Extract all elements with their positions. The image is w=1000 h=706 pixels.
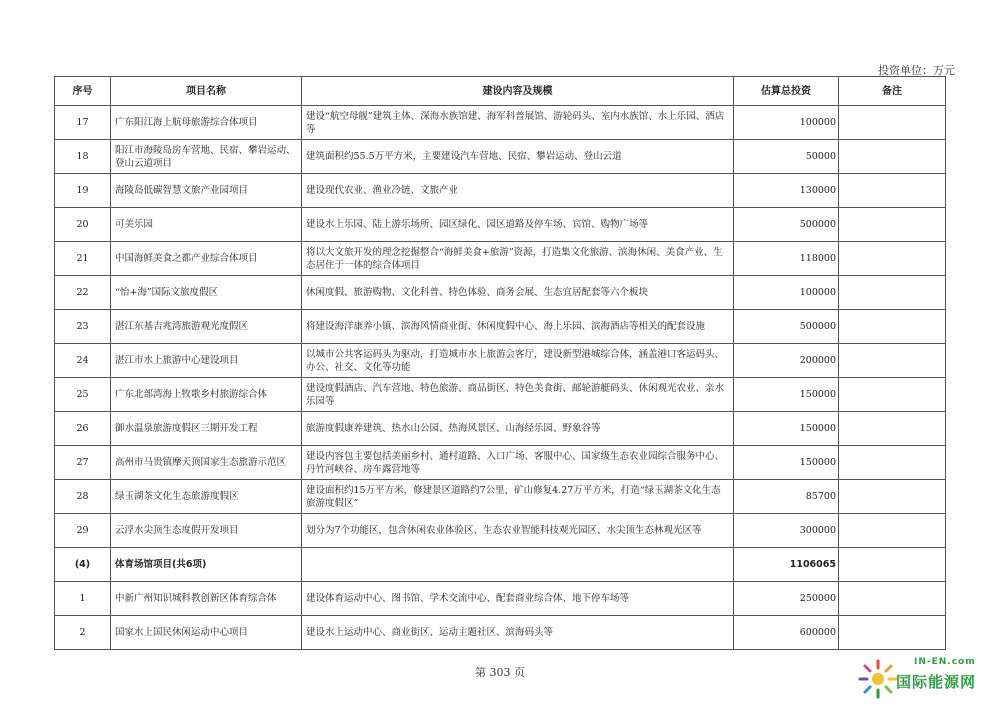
cell-remark — [839, 446, 946, 480]
cell-remark — [839, 378, 946, 412]
project-table — [54, 76, 946, 650]
cell-no: 24 — [55, 344, 111, 378]
cell-investment: 50000 — [734, 140, 839, 174]
table-row — [55, 616, 946, 650]
table-row — [55, 514, 946, 548]
cell-no: 28 — [55, 480, 111, 514]
cell-name: 广东阳江海上航母旅游综合体项目 — [111, 106, 302, 140]
cell-investment: 300000 — [734, 514, 839, 548]
table-row — [55, 106, 946, 140]
cell-content: 建设度假酒店、汽车营地、特色旅游、商品街区、特色美食街、邮轮游艇码头、休闲观光农业、亲水乐园等 — [302, 378, 734, 412]
page-number: 第 303 页 — [475, 666, 525, 679]
cell-investment: 100000 — [734, 276, 839, 310]
cell-no: 17 — [55, 106, 111, 140]
cell-remark — [839, 276, 946, 310]
cell-name: 体育场馆项目(共6项) — [111, 548, 302, 582]
cell-remark — [839, 582, 946, 616]
cell-remark — [839, 174, 946, 208]
header-investment: 估算总投资 — [734, 77, 839, 106]
cell-investment: 200000 — [734, 344, 839, 378]
cell-investment: 130000 — [734, 174, 839, 208]
cell-content: 建设水上运动中心、商业街区、运动主题社区、滨海码头等 — [302, 616, 734, 650]
cell-name: 海陵岛低碳智慧文旅产业园项目 — [111, 174, 302, 208]
cell-no: 25 — [55, 378, 111, 412]
cell-remark — [839, 140, 946, 174]
cell-remark — [839, 412, 946, 446]
cell-investment: 600000 — [734, 616, 839, 650]
cell-content — [302, 548, 734, 582]
cell-content: 建设水上乐园、陆上游乐场所、园区绿化、园区道路及停车场、宾馆、购物广场等 — [302, 208, 734, 242]
watermark-url: IN-EN.com — [914, 657, 976, 667]
cell-content: 旅游度假康养建筑、热水山公园、热海风景区、山海经乐园、野象谷等 — [302, 412, 734, 446]
cell-no: 26 — [55, 412, 111, 446]
cell-content: 将建设海洋康养小镇、滨海风情商业街、休闲度假中心、海上乐园、滨海酒店等相关的配套设施 — [302, 310, 734, 344]
cell-no: 21 — [55, 242, 111, 276]
cell-remark — [839, 242, 946, 276]
header-name: 项目名称 — [111, 77, 302, 106]
cell-name: 绿玉湖茶文化生态旅游度假区 — [111, 480, 302, 514]
header-content: 建设内容及规模 — [302, 77, 734, 106]
table-row — [55, 310, 946, 344]
cell-content: 建设“航空母舰”建筑主体、深海水族馆建、海军科普展馆、游轮码头、室内水族馆、水上乐园、酒店等 — [302, 106, 734, 140]
unit-note: 投资单位：万元 — [878, 64, 955, 77]
cell-content: 划分为7个功能区，包含休闲农业体验区、生态农业智能科技观光园区、水尖顶生态林观光区等 — [302, 514, 734, 548]
cell-name: 湛江东基吉兆湾旅游观光度假区 — [111, 310, 302, 344]
table-row — [55, 140, 946, 174]
section-row — [55, 548, 946, 582]
cell-no: 23 — [55, 310, 111, 344]
header-remark: 备注 — [839, 77, 946, 106]
cell-investment: 500000 — [734, 208, 839, 242]
table-row — [55, 276, 946, 310]
cell-investment: 85700 — [734, 480, 839, 514]
cell-no: 2 — [55, 616, 111, 650]
cell-content: 建设内容包主要包括美丽乡村、通村道路、入口广场、客服中心、国家级生态农业园综合服务中心、丹竹河峡谷、房车露营地等 — [302, 446, 734, 480]
cell-remark — [839, 344, 946, 378]
cell-remark — [839, 106, 946, 140]
table-row — [55, 446, 946, 480]
cell-no: 27 — [55, 446, 111, 480]
cell-no: 19 — [55, 174, 111, 208]
cell-content: 休闲度假、旅游购物、文化科普、特色体验、商务会展、生态宜居配套等六个板块 — [302, 276, 734, 310]
table-row — [55, 480, 946, 514]
header-no: 序号 — [55, 77, 111, 106]
cell-content: 建筑面积约55.5万平方米，主要建设汽车营地、民宿、攀岩运动、登山云道 — [302, 140, 734, 174]
cell-name: 云浮水尖顶生态度假开发项目 — [111, 514, 302, 548]
table-row — [55, 378, 946, 412]
watermark-logo — [856, 655, 996, 701]
cell-investment: 250000 — [734, 582, 839, 616]
cell-no: 20 — [55, 208, 111, 242]
cell-name: 广东北部湾海上牧歌乡村旅游综合体 — [111, 378, 302, 412]
cell-name: 高州市马贵镇摩天顶国家生态旅游示范区 — [111, 446, 302, 480]
table-header-row — [55, 77, 946, 106]
cell-name: “怡+海”国际文旅度假区 — [111, 276, 302, 310]
table-row — [55, 344, 946, 378]
table-row — [55, 582, 946, 616]
table-body — [55, 106, 946, 650]
cell-name: 中国海鲜美食之都产业综合体项目 — [111, 242, 302, 276]
cell-content: 以城市公共客运码头为驱动，打造城市水上旅游会客厅，建设新型港城综合体，涵盖港口客运码头、办公、社交、文化等功能 — [302, 344, 734, 378]
table-row — [55, 412, 946, 446]
cell-investment: 150000 — [734, 446, 839, 480]
cell-remark — [839, 310, 946, 344]
cell-no: 18 — [55, 140, 111, 174]
cell-investment: 1106065 — [734, 548, 839, 582]
cell-investment: 150000 — [734, 378, 839, 412]
cell-investment: 100000 — [734, 106, 839, 140]
table-row — [55, 208, 946, 242]
cell-remark — [839, 480, 946, 514]
cell-investment: 118000 — [734, 242, 839, 276]
cell-remark — [839, 548, 946, 582]
cell-name: 御水温泉旅游度假区三期开发工程 — [111, 412, 302, 446]
cell-name: 湛江市水上旅游中心建设项目 — [111, 344, 302, 378]
cell-content: 建设体育运动中心、图书馆、学术交流中心、配套商业综合体、地下停车场等 — [302, 582, 734, 616]
cell-content: 建设现代农业、渔业冷链、文旅产业 — [302, 174, 734, 208]
cell-investment: 150000 — [734, 412, 839, 446]
cell-name: 可美乐园 — [111, 208, 302, 242]
cell-remark — [839, 208, 946, 242]
table-row — [55, 242, 946, 276]
watermark-name: 国际能源网 — [896, 673, 977, 691]
sun-icon — [856, 657, 900, 701]
cell-remark — [839, 616, 946, 650]
cell-content: 将以大文旅开发的理念挖掘整合“海鲜美食+旅游”资源，打造集文化旅游、滨海休闲、美食产业、生态居住于一体的综合体项目 — [302, 242, 734, 276]
cell-no: 22 — [55, 276, 111, 310]
cell-name: 中新广州知识城科教创新区体育综合体 — [111, 582, 302, 616]
cell-investment: 500000 — [734, 310, 839, 344]
cell-no: 1 — [55, 582, 111, 616]
cell-no: 29 — [55, 514, 111, 548]
table-row — [55, 174, 946, 208]
cell-no: (4) — [55, 548, 111, 582]
cell-name: 阳江市海陵岛房车营地、民宿、攀岩运动、登山云道项目 — [111, 140, 302, 174]
cell-remark — [839, 514, 946, 548]
cell-name: 国家水上国民休闲运动中心项目 — [111, 616, 302, 650]
cell-content: 建设面积约15万平方米，修建景区道路约7公里，矿山修复4.27万平方米，打造“绿玉湖茶文化生态旅游度假区” — [302, 480, 734, 514]
